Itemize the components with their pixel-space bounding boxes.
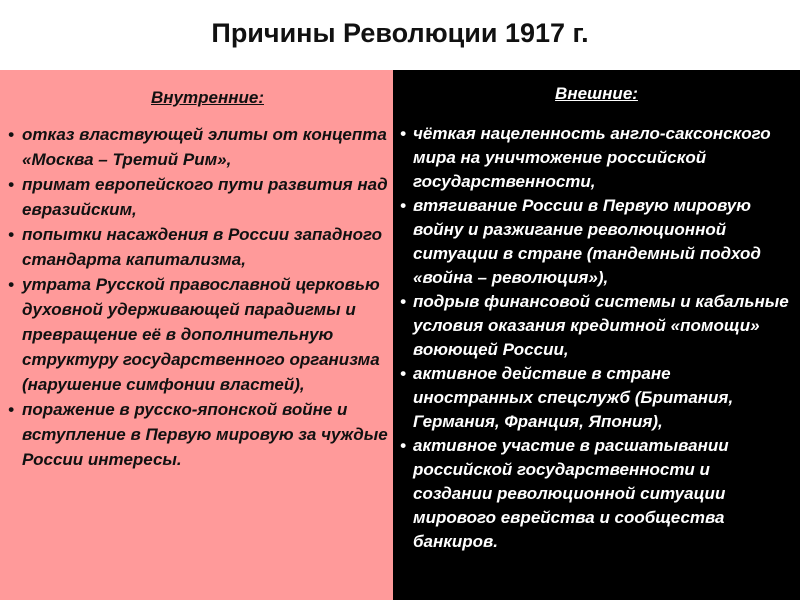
bullet-icon: • [8,125,14,144]
bullet-icon: • [400,436,406,455]
bullet-icon: • [8,400,14,419]
internal-causes-panel [0,70,395,600]
bullet-icon: • [400,292,406,311]
list-item: • примат европейского пути развития над евразийским, [5,172,390,222]
internal-heading: Внутренние: [151,88,264,107]
list-item: • подрыв финансовой системы и кабальные условия оказания кредитной «помощи» воюющей России, [400,292,789,359]
page-title: Причины Революции 1917 г. [211,18,589,48]
list-item: • попытки насаждения в России западного стандарта капитализма, [5,222,390,272]
list-item: • чёткая нацеленность англо-саксонского мира на уничтожение российской государственности, [400,124,771,191]
list-item: • утрата Русской православной церковью духовной удерживающей парадигмы и превращение её в дополнительную структуру государственного организма (нарушение симфонии властей), [5,272,390,397]
bullet-icon: • [400,124,406,143]
list-item: • активное действие в стране иностранных спецслужб (Британия, Германия, Франция, Япония), [400,364,734,431]
list-item: • поражение в русско-японской войне и вступление в Первую мировую за чуждые России интересы. [5,397,390,472]
external-heading: Внешние: [555,84,638,103]
list-item: • втягивание России в Первую мировую войну и разжигание революционной ситуации в стране (тандемный подход «война – революция»), [400,196,761,287]
bullet-icon: • [400,364,406,383]
list-item: • активное участие в расшатывании российской государственности и создании революционной ситуации мирового еврейства и сообщества банкиров. [400,436,729,551]
bullet-icon: • [400,196,406,215]
internal-causes-list [5,122,390,472]
external-causes-list [397,122,793,554]
list-item: • отказ властвующей элиты от концепта «Москва – Третий Рим», [5,122,390,172]
bullet-icon: • [8,225,14,244]
bullet-icon: • [8,175,14,194]
external-causes-panel [393,70,800,600]
bullet-icon: • [8,275,14,294]
